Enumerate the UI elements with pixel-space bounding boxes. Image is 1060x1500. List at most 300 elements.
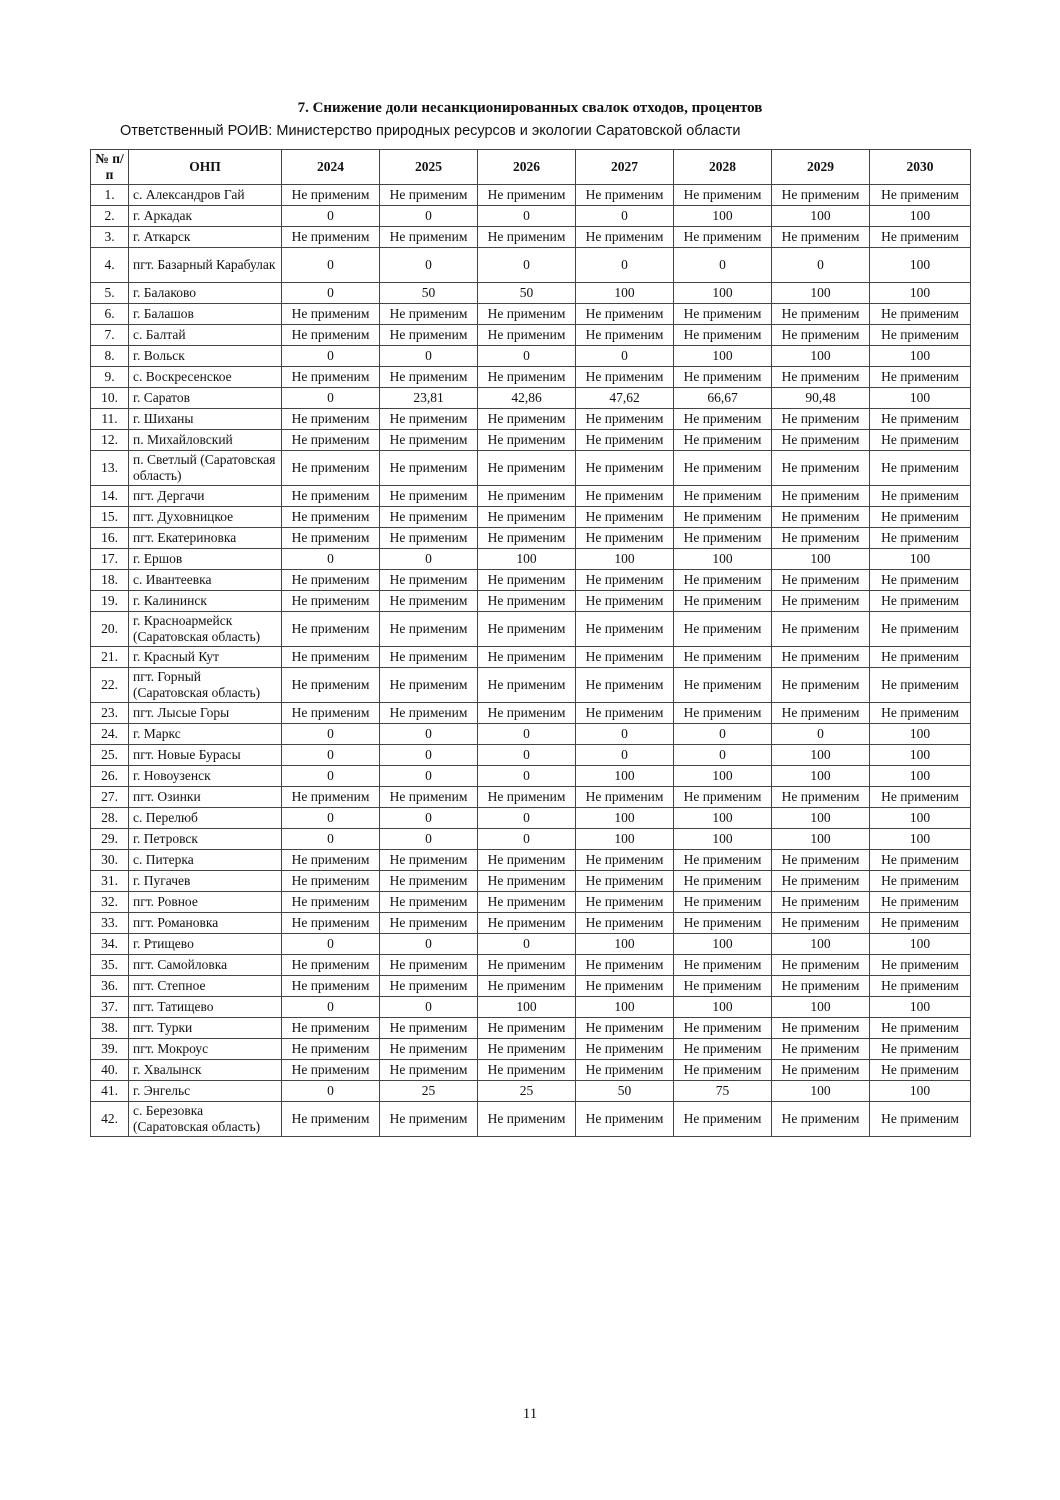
row-number: 23.	[91, 703, 129, 724]
year-value-cell: Не применим	[870, 976, 971, 997]
year-value-cell: Не применим	[772, 787, 870, 808]
year-value-cell: 100	[772, 283, 870, 304]
header-2029: 2029	[772, 150, 870, 185]
year-value-cell: Не применим	[478, 871, 576, 892]
year-value-cell: Не применим	[674, 955, 772, 976]
year-value-cell: 0	[576, 346, 674, 367]
year-value-cell: Не применим	[772, 976, 870, 997]
settlement-name: г. Хвалынск	[129, 1060, 282, 1081]
year-value-cell: Не применим	[478, 570, 576, 591]
year-value-cell: Не применим	[478, 430, 576, 451]
header-2028: 2028	[674, 150, 772, 185]
year-value-cell: Не применим	[380, 325, 478, 346]
row-number: 37.	[91, 997, 129, 1018]
table-row	[91, 367, 971, 388]
year-value-cell: 0	[282, 248, 380, 283]
settlement-name: г. Аткарск	[129, 227, 282, 248]
year-value-cell: 0	[282, 388, 380, 409]
row-number: 36.	[91, 976, 129, 997]
year-value-cell: Не применим	[576, 955, 674, 976]
settlement-name: г. Ершов	[129, 549, 282, 570]
table-row	[91, 591, 971, 612]
year-value-cell: Не применим	[870, 1102, 971, 1137]
year-value-cell: 25	[478, 1081, 576, 1102]
year-value-cell: Не применим	[380, 913, 478, 934]
year-value-cell: Не применим	[380, 1102, 478, 1137]
year-value-cell: Не применим	[576, 647, 674, 668]
row-number: 22.	[91, 668, 129, 703]
year-value-cell: Не применим	[674, 1039, 772, 1060]
year-value-cell: Не применим	[870, 430, 971, 451]
row-number: 25.	[91, 745, 129, 766]
settlement-name: г. Красноармейск (Саратовская область)	[129, 612, 282, 647]
year-value-cell: Не применим	[576, 409, 674, 430]
year-value-cell: 0	[478, 766, 576, 787]
year-value-cell: Не применим	[674, 451, 772, 486]
settlement-name: г. Калининск	[129, 591, 282, 612]
row-number: 11.	[91, 409, 129, 430]
year-value-cell: 0	[380, 934, 478, 955]
year-value-cell: Не применим	[576, 430, 674, 451]
row-number: 14.	[91, 486, 129, 507]
year-value-cell: 25	[380, 1081, 478, 1102]
year-value-cell: Не применим	[772, 1060, 870, 1081]
year-value-cell: Не применим	[380, 570, 478, 591]
year-value-cell: Не применим	[478, 507, 576, 528]
header-onp: ОНП	[129, 150, 282, 185]
year-value-cell: 100	[870, 283, 971, 304]
year-value-cell: Не применим	[674, 787, 772, 808]
year-value-cell: Не применим	[478, 528, 576, 549]
year-value-cell: Не применим	[576, 913, 674, 934]
year-value-cell: 0	[282, 549, 380, 570]
row-number: 28.	[91, 808, 129, 829]
year-value-cell: Не применим	[870, 227, 971, 248]
year-value-cell: 0	[380, 206, 478, 227]
year-value-cell: 100	[870, 1081, 971, 1102]
year-value-cell: Не применим	[674, 892, 772, 913]
year-value-cell: Не применим	[576, 507, 674, 528]
year-value-cell: 100	[576, 934, 674, 955]
year-value-cell: 75	[674, 1081, 772, 1102]
page-number: 11	[522, 1406, 538, 1422]
row-number: 8.	[91, 346, 129, 367]
year-value-cell: Не применим	[380, 528, 478, 549]
table-row	[91, 1081, 971, 1102]
year-value-cell: Не применим	[772, 227, 870, 248]
year-value-cell: 100	[478, 549, 576, 570]
table-row	[91, 829, 971, 850]
table-row	[91, 528, 971, 549]
year-value-cell: Не применим	[478, 1018, 576, 1039]
year-value-cell: Не применим	[478, 703, 576, 724]
year-value-cell: Не применим	[870, 955, 971, 976]
year-value-cell: Не применим	[380, 955, 478, 976]
year-value-cell: Не применим	[870, 1018, 971, 1039]
year-value-cell: 0	[478, 745, 576, 766]
table-row	[91, 486, 971, 507]
table-row	[91, 955, 971, 976]
year-value-cell: Не применим	[674, 430, 772, 451]
settlement-name: пгт. Горный (Саратовская область)	[129, 668, 282, 703]
year-value-cell: 0	[478, 346, 576, 367]
table-row	[91, 766, 971, 787]
year-value-cell: Не применим	[380, 507, 478, 528]
year-value-cell: Не применим	[870, 325, 971, 346]
year-value-cell: 0	[576, 248, 674, 283]
year-value-cell: 50	[478, 283, 576, 304]
settlement-name: с. Перелюб	[129, 808, 282, 829]
responsible-authority: Ответственный РОИВ: Министерство природных ресурсов и экологии Саратовской области	[120, 123, 741, 139]
year-value-cell: Не применим	[282, 668, 380, 703]
year-value-cell: Не применим	[772, 591, 870, 612]
table-row	[91, 248, 971, 283]
table-row	[91, 997, 971, 1018]
year-value-cell: 0	[674, 248, 772, 283]
settlement-name: с. Ивантеевка	[129, 570, 282, 591]
year-value-cell: Не применим	[380, 486, 478, 507]
year-value-cell: Не применим	[870, 451, 971, 486]
year-value-cell: Не применим	[576, 892, 674, 913]
settlement-name: пгт. Новые Бурасы	[129, 745, 282, 766]
year-value-cell: Не применим	[576, 612, 674, 647]
year-value-cell: Не применим	[772, 1039, 870, 1060]
row-number: 17.	[91, 549, 129, 570]
year-value-cell: Не применим	[282, 1102, 380, 1137]
settlement-name: пгт. Духовницкое	[129, 507, 282, 528]
year-value-cell: Не применим	[870, 668, 971, 703]
year-value-cell: Не применим	[282, 570, 380, 591]
year-value-cell: Не применим	[674, 850, 772, 871]
header-2024: 2024	[282, 150, 380, 185]
year-value-cell: Не применим	[772, 668, 870, 703]
year-value-cell: Не применим	[870, 367, 971, 388]
year-value-cell: Не применим	[478, 955, 576, 976]
settlement-name: пгт. Мокроус	[129, 1039, 282, 1060]
row-number: 26.	[91, 766, 129, 787]
year-value-cell: Не применим	[478, 913, 576, 934]
row-number: 20.	[91, 612, 129, 647]
year-value-cell: Не применим	[380, 976, 478, 997]
year-value-cell: 100	[772, 1081, 870, 1102]
year-value-cell: Не применим	[674, 647, 772, 668]
year-value-cell: Не применим	[576, 570, 674, 591]
year-value-cell: 100	[870, 388, 971, 409]
year-value-cell: 0	[282, 745, 380, 766]
year-value-cell: Не применим	[576, 227, 674, 248]
settlement-name: пгт. Екатериновка	[129, 528, 282, 549]
year-value-cell: 100	[772, 934, 870, 955]
settlement-name: г. Новоузенск	[129, 766, 282, 787]
year-value-cell: Не применим	[576, 976, 674, 997]
row-number: 41.	[91, 1081, 129, 1102]
year-value-cell: 0	[380, 766, 478, 787]
row-number: 10.	[91, 388, 129, 409]
year-value-cell: Не применим	[282, 1060, 380, 1081]
year-value-cell: Не применим	[870, 507, 971, 528]
year-value-cell: 0	[282, 808, 380, 829]
year-value-cell: Не применим	[380, 1039, 478, 1060]
year-value-cell: Не применим	[380, 1018, 478, 1039]
year-value-cell: Не применим	[870, 871, 971, 892]
year-value-cell: 100	[870, 549, 971, 570]
year-value-cell: Не применим	[478, 1060, 576, 1081]
row-number: 9.	[91, 367, 129, 388]
year-value-cell: Не применим	[772, 325, 870, 346]
year-value-cell: Не применим	[674, 367, 772, 388]
settlement-name: пгт. Базарный Карабулак	[129, 248, 282, 283]
settlement-name: г. Вольск	[129, 346, 282, 367]
table-row	[91, 430, 971, 451]
year-value-cell: 50	[576, 1081, 674, 1102]
year-value-cell: Не применим	[870, 787, 971, 808]
year-value-cell: 100	[576, 808, 674, 829]
year-value-cell: 0	[282, 724, 380, 745]
year-value-cell: Не применим	[282, 892, 380, 913]
year-value-cell: Не применим	[282, 1039, 380, 1060]
year-value-cell: Не применим	[478, 227, 576, 248]
settlement-name: г. Энгельс	[129, 1081, 282, 1102]
year-value-cell: 0	[478, 934, 576, 955]
year-value-cell: 100	[870, 346, 971, 367]
year-value-cell: Не применим	[674, 703, 772, 724]
year-value-cell: 0	[380, 346, 478, 367]
year-value-cell: Не применим	[478, 185, 576, 206]
year-value-cell: Не применим	[772, 409, 870, 430]
year-value-cell: Не применим	[870, 703, 971, 724]
year-value-cell: Не применим	[282, 507, 380, 528]
year-value-cell: Не применим	[282, 185, 380, 206]
year-value-cell: Не применим	[576, 1018, 674, 1039]
year-value-cell: Не применим	[282, 325, 380, 346]
table-row	[91, 976, 971, 997]
row-number: 24.	[91, 724, 129, 745]
year-value-cell: Не применим	[380, 227, 478, 248]
year-value-cell: Не применим	[478, 591, 576, 612]
year-value-cell: Не применим	[478, 892, 576, 913]
year-value-cell: Не применим	[772, 507, 870, 528]
year-value-cell: Не применим	[674, 612, 772, 647]
year-value-cell: 0	[282, 346, 380, 367]
table-row	[91, 913, 971, 934]
year-value-cell: Не применим	[674, 227, 772, 248]
year-value-cell: Не применим	[478, 850, 576, 871]
year-value-cell: Не применим	[772, 528, 870, 549]
year-value-cell: Не применим	[870, 612, 971, 647]
year-value-cell: Не применим	[282, 304, 380, 325]
year-value-cell: 100	[674, 997, 772, 1018]
year-value-cell: Не применим	[576, 304, 674, 325]
table-row	[91, 325, 971, 346]
year-value-cell: Не применим	[576, 871, 674, 892]
year-value-cell: Не применим	[282, 528, 380, 549]
year-value-cell: Не применим	[576, 787, 674, 808]
year-value-cell: Не применим	[674, 913, 772, 934]
year-value-cell: 100	[674, 808, 772, 829]
row-number: 16.	[91, 528, 129, 549]
year-value-cell: Не применим	[674, 486, 772, 507]
year-value-cell: Не применим	[870, 528, 971, 549]
year-value-cell: Не применим	[282, 409, 380, 430]
table-row	[91, 388, 971, 409]
year-value-cell: 0	[380, 248, 478, 283]
year-value-cell: Не применим	[282, 976, 380, 997]
year-value-cell: Не применим	[772, 850, 870, 871]
year-value-cell: Не применим	[380, 647, 478, 668]
settlement-name: п. Светлый (Саратовская область)	[129, 451, 282, 486]
row-number: 18.	[91, 570, 129, 591]
year-value-cell: Не применим	[674, 507, 772, 528]
year-value-cell: Не применим	[380, 892, 478, 913]
year-value-cell: 90,48	[772, 388, 870, 409]
table-row	[91, 1060, 971, 1081]
year-value-cell: 100	[576, 766, 674, 787]
year-value-cell: Не применим	[478, 367, 576, 388]
year-value-cell: 0	[380, 745, 478, 766]
year-value-cell: Не применим	[772, 1102, 870, 1137]
table-row	[91, 570, 971, 591]
table-row	[91, 612, 971, 647]
year-value-cell: Не применим	[674, 976, 772, 997]
year-value-cell: 0	[478, 206, 576, 227]
year-value-cell: Не применим	[576, 1060, 674, 1081]
year-value-cell: Не применим	[772, 185, 870, 206]
settlement-name: г. Аркадак	[129, 206, 282, 227]
year-value-cell: 100	[870, 808, 971, 829]
year-value-cell: Не применим	[772, 304, 870, 325]
year-value-cell: Не применим	[674, 871, 772, 892]
settlement-name: с. Питерка	[129, 850, 282, 871]
year-value-cell: 100	[772, 346, 870, 367]
year-value-cell: 0	[478, 808, 576, 829]
year-value-cell: 23,81	[380, 388, 478, 409]
table-row	[91, 808, 971, 829]
year-value-cell: 0	[282, 283, 380, 304]
year-value-cell: Не применим	[674, 1018, 772, 1039]
header-2027: 2027	[576, 150, 674, 185]
year-value-cell: Не применим	[576, 850, 674, 871]
year-value-cell: 100	[674, 829, 772, 850]
year-value-cell: 100	[772, 766, 870, 787]
settlement-name: г. Маркс	[129, 724, 282, 745]
row-number: 32.	[91, 892, 129, 913]
year-value-cell: 100	[576, 829, 674, 850]
year-value-cell: Не применим	[576, 591, 674, 612]
year-value-cell: 0	[380, 829, 478, 850]
year-value-cell: Не применим	[674, 1102, 772, 1137]
table-row	[91, 724, 971, 745]
row-number: 42.	[91, 1102, 129, 1137]
row-number: 13.	[91, 451, 129, 486]
year-value-cell: 100	[772, 829, 870, 850]
row-number: 19.	[91, 591, 129, 612]
table-row	[91, 507, 971, 528]
table-row	[91, 871, 971, 892]
year-value-cell: 0	[380, 808, 478, 829]
table-row	[91, 451, 971, 486]
year-value-cell: Не применим	[478, 1102, 576, 1137]
year-value-cell: Не применим	[576, 451, 674, 486]
settlement-name: пгт. Озинки	[129, 787, 282, 808]
year-value-cell: 0	[576, 206, 674, 227]
year-value-cell: 0	[282, 997, 380, 1018]
year-value-cell: Не применим	[674, 325, 772, 346]
year-value-cell: Не применим	[478, 612, 576, 647]
year-value-cell: Не применим	[478, 409, 576, 430]
year-value-cell: Не применим	[380, 185, 478, 206]
year-value-cell: Не применим	[380, 787, 478, 808]
year-value-cell: 0	[380, 724, 478, 745]
year-value-cell: Не применим	[478, 647, 576, 668]
year-value-cell: Не применим	[478, 668, 576, 703]
year-value-cell: Не применим	[380, 451, 478, 486]
year-value-cell: 100	[576, 549, 674, 570]
row-number: 30.	[91, 850, 129, 871]
settlement-name: пгт. Романовка	[129, 913, 282, 934]
year-value-cell: Не применим	[282, 703, 380, 724]
table-row	[91, 409, 971, 430]
year-value-cell: Не применим	[772, 612, 870, 647]
row-number: 5.	[91, 283, 129, 304]
settlement-name: г. Ртищево	[129, 934, 282, 955]
year-value-cell: 0	[478, 248, 576, 283]
year-value-cell: 100	[870, 745, 971, 766]
year-value-cell: 100	[478, 997, 576, 1018]
year-value-cell: Не применим	[282, 787, 380, 808]
settlement-name: пгт. Ровное	[129, 892, 282, 913]
year-value-cell: 0	[380, 549, 478, 570]
row-number: 39.	[91, 1039, 129, 1060]
year-value-cell: Не применим	[282, 430, 380, 451]
year-value-cell: 0	[674, 745, 772, 766]
year-value-cell: Не применим	[870, 185, 971, 206]
year-value-cell: Не применим	[870, 409, 971, 430]
settlement-name: г. Балаково	[129, 283, 282, 304]
year-value-cell: Не применим	[870, 570, 971, 591]
settlement-name: пгт. Татищево	[129, 997, 282, 1018]
year-value-cell: Не применим	[772, 955, 870, 976]
header-num: № п/п	[91, 150, 129, 185]
year-value-cell: Не применим	[674, 570, 772, 591]
year-value-cell: Не применим	[576, 528, 674, 549]
settlement-name: с. Александров Гай	[129, 185, 282, 206]
row-number: 33.	[91, 913, 129, 934]
year-value-cell: 100	[870, 248, 971, 283]
year-value-cell: Не применим	[282, 486, 380, 507]
year-value-cell: 0	[674, 724, 772, 745]
year-value-cell: Не применим	[380, 430, 478, 451]
year-value-cell: 100	[870, 934, 971, 955]
year-value-cell: Не применим	[380, 703, 478, 724]
row-number: 12.	[91, 430, 129, 451]
year-value-cell: Не применим	[380, 591, 478, 612]
row-number: 35.	[91, 955, 129, 976]
settlement-name: п. Михайловский	[129, 430, 282, 451]
year-value-cell: Не применим	[380, 612, 478, 647]
table-row	[91, 647, 971, 668]
settlement-name: г. Петровск	[129, 829, 282, 850]
year-value-cell: Не применим	[478, 486, 576, 507]
year-value-cell: Не применим	[478, 304, 576, 325]
year-value-cell: Не применим	[870, 1060, 971, 1081]
year-value-cell: Не применим	[576, 486, 674, 507]
settlement-name: г. Пугачев	[129, 871, 282, 892]
year-value-cell: 42,86	[478, 388, 576, 409]
table-row	[91, 668, 971, 703]
settlement-name: пгт. Самойловка	[129, 955, 282, 976]
table-row	[91, 1018, 971, 1039]
settlement-name: пгт. Турки	[129, 1018, 282, 1039]
